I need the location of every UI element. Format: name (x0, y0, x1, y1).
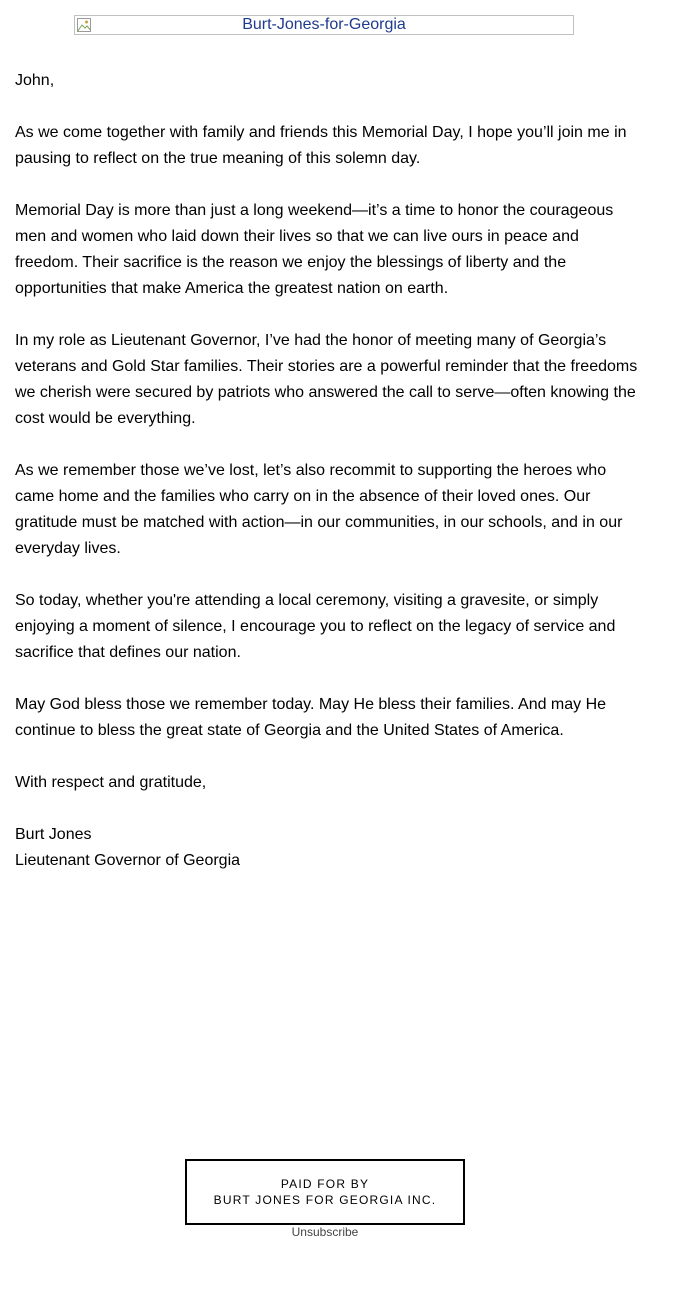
unsubscribe-link[interactable]: Unsubscribe (291, 1225, 359, 1239)
header-image-alt-text: Burt-Jones-for-Georgia (242, 16, 406, 33)
paragraph-5: So today, whether you're attending a local ceremony, visiting a gravesite, or simply enjoying a moment of silence, I encourage you to reflect on the legacy of service and sacrifice that defines our nation. (15, 592, 616, 661)
paid-for-line-1: PAID FOR BY (280, 1177, 370, 1191)
closing: With respect and gratitude, (15, 774, 207, 791)
signature-title: Lieutenant Governor of Georgia (15, 852, 241, 869)
paid-for-disclaimer (185, 1159, 465, 1225)
broken-image-icon (77, 18, 91, 32)
letter-body (15, 68, 645, 874)
paragraph-6: May God bless those we remember today. May He bless their families. And may He continue to bless the great state of Georgia and the United States of America. (15, 696, 607, 739)
header-image (74, 15, 574, 35)
signature-name: Burt Jones (15, 826, 92, 843)
paragraph-1: As we come together with family and friends this Memorial Day, I hope you’ll join me in pausing to reflect on the true meaning of this solemn day. (15, 124, 627, 167)
greeting: John, (15, 72, 55, 89)
paragraph-4: As we remember those we’ve lost, let’s also recommit to supporting the heroes who came home and the families who carry on in the absence of their loved ones. Our gratitude must be matched with action—in our communities, in our schools, and in our everyday lives. (15, 462, 623, 557)
paragraph-2: Memorial Day is more than just a long weekend—it’s a time to honor the courageous men and women who laid down their lives so that we can live ours in peace and freedom. Their sacrifice is the reason we enjoy the blessings of liberty and the opportunities that make America the greatest nation on earth. (15, 202, 614, 297)
paragraph-3: In my role as Lieutenant Governor, I’ve had the honor of meeting many of Georgia’s veterans and Gold Star families. Their stories are a powerful reminder that the freedoms we cherish were secured by patriots who answered the call to serve—often knowing the cost would be everything. (15, 332, 638, 427)
paid-for-line-2: BURT JONES FOR GEORGIA INC. (213, 1193, 437, 1207)
